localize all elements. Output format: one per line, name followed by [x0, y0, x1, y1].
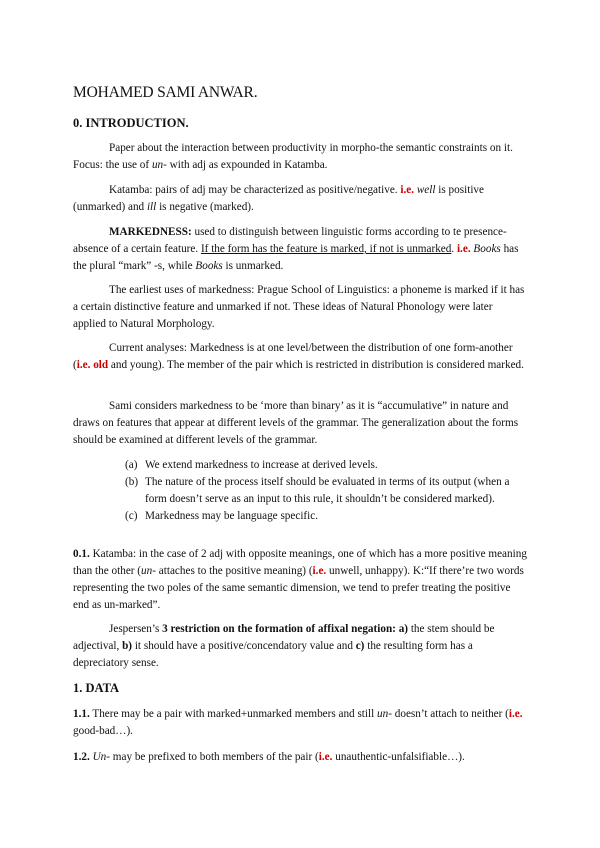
text-run: . — [451, 243, 457, 255]
italic-term: ill — [146, 201, 157, 213]
text-run: and young). The member of the pair which is restricted in distribution is considered marked. — [108, 359, 524, 371]
bold-term: MARKEDNESS: — [109, 226, 192, 238]
list-item — [125, 474, 525, 508]
paragraph-markedness — [73, 224, 528, 275]
list-text: Markedness may be language specific. — [145, 510, 319, 522]
section-number: 0.1. — [73, 548, 90, 560]
italic-term: un- — [151, 159, 167, 171]
list-label: (a) — [125, 459, 138, 471]
text-run: may be prefixed to both members of the pair ( — [109, 751, 319, 763]
text-run: Current analyses: Markedness is at one level/between the distribution of one form-another ( — [73, 342, 513, 371]
bold-term: 3 restriction on the formation of affixal negation: a) — [162, 623, 409, 635]
paragraph-intro — [73, 140, 528, 174]
bold-term: b) — [122, 640, 133, 652]
text-run: Jespersen’s — [109, 623, 163, 635]
underlined-definition: If the form has the feature is marked, if not is unmarked — [200, 243, 452, 255]
ie-marker: i.e. — [312, 565, 327, 577]
markedness-list — [125, 457, 525, 525]
italic-term: well — [416, 184, 436, 196]
paragraph-sami-markedness: Sami considers markedness to be ‘more than binary’ as it is “accumulative” in nature and draws on features that appear at different levels of the grammar. The generalization about the forms should be examined at different levels of the grammar. — [73, 400, 519, 446]
text-run: attaches to the positive meaning) ( — [155, 565, 313, 577]
text-run: Katamba: in the case of 2 adj with opposite meanings, one of which has a more positive meaning than the other ( — [73, 548, 527, 577]
paragraph-prague-school: The earliest uses of markedness: Prague School of Linguistics: a phoneme is marked if it has a certain distinctive feature and unmarked if not. These ideas of Natural Phonology were later applied to Natural Morphology. — [73, 284, 525, 330]
italic-term: Un- — [92, 751, 110, 763]
paragraph-current-analyses — [73, 340, 528, 374]
italic-term: Books — [195, 260, 223, 272]
text-run: the resulting form has a depreciatory sense. — [73, 640, 473, 669]
list-text: The nature of the process itself should be evaluated in terms of its output (when a form doesn’t serve as an input to this rule, it shouldn’t be considered marked). — [145, 476, 510, 505]
section-number: 1.1. — [73, 708, 90, 720]
bold-term: c) — [355, 640, 365, 652]
list-label: (b) — [125, 476, 139, 488]
list-label: (c) — [125, 510, 138, 522]
italic-term: Books — [473, 243, 501, 255]
ie-marker: i.e. — [508, 708, 523, 720]
text-run: is negative (marked). — [156, 201, 254, 213]
section-heading-introduction: 0. INTRODUCTION. — [73, 116, 189, 130]
paragraph-katamba-pairs — [73, 182, 528, 216]
text-run: Paper about the interaction between productivity in morpho-the semantic constraints on it. Focus: the use of — [73, 142, 513, 171]
list-item — [125, 457, 525, 474]
text-run: is unmarked. — [222, 260, 284, 272]
italic-term: un- — [377, 708, 392, 720]
paragraph-1-2 — [73, 749, 528, 766]
text-run: unauthentic-unfalsifiable…). — [332, 751, 465, 763]
text-run: the stem should be adjectival, — [73, 623, 495, 652]
author-heading: MOHAMED SAMI ANWAR. — [73, 84, 258, 101]
list-item — [125, 508, 525, 525]
text-run: good-bad…). — [73, 725, 133, 737]
list-text: We extend markedness to increase at derived levels. — [145, 459, 378, 471]
ie-marker: i.e. old — [76, 359, 109, 371]
paragraph-0-1 — [73, 546, 528, 614]
text-run: used to distinguish between linguistic forms according to te presence-absence of a certain feature. — [73, 226, 507, 255]
ie-marker: i.e. — [400, 184, 415, 196]
text-run: has the plural “mark” -s, while — [73, 243, 519, 272]
paragraph-1-1 — [73, 706, 528, 740]
ie-marker: i.e. — [318, 751, 333, 763]
text-run: There may be a pair with marked+unmarked members and still — [89, 708, 378, 720]
text-run: doesn’t attach to neither ( — [391, 708, 509, 720]
text-run: it should have a positive/concendatory value and — [132, 640, 356, 652]
ie-marker: i.e. — [456, 243, 471, 255]
text-run: unwell, unhappy). K:“If there’re two words representing the two poles of the same semantic dimension, we tend to prefer treating the positive end as un-marked”. — [73, 565, 524, 611]
section-number: 1.2. — [73, 751, 90, 763]
text-run: is positive (unmarked) and — [73, 184, 484, 213]
paragraph-jespersen — [73, 621, 528, 672]
italic-term: un- — [141, 565, 156, 577]
text-run: Katamba: pairs of adj may be characterized as positive/negative. — [109, 184, 401, 196]
section-heading-data: 1. DATA — [73, 681, 120, 695]
text-run: with adj as expounded in Katamba. — [166, 159, 328, 171]
